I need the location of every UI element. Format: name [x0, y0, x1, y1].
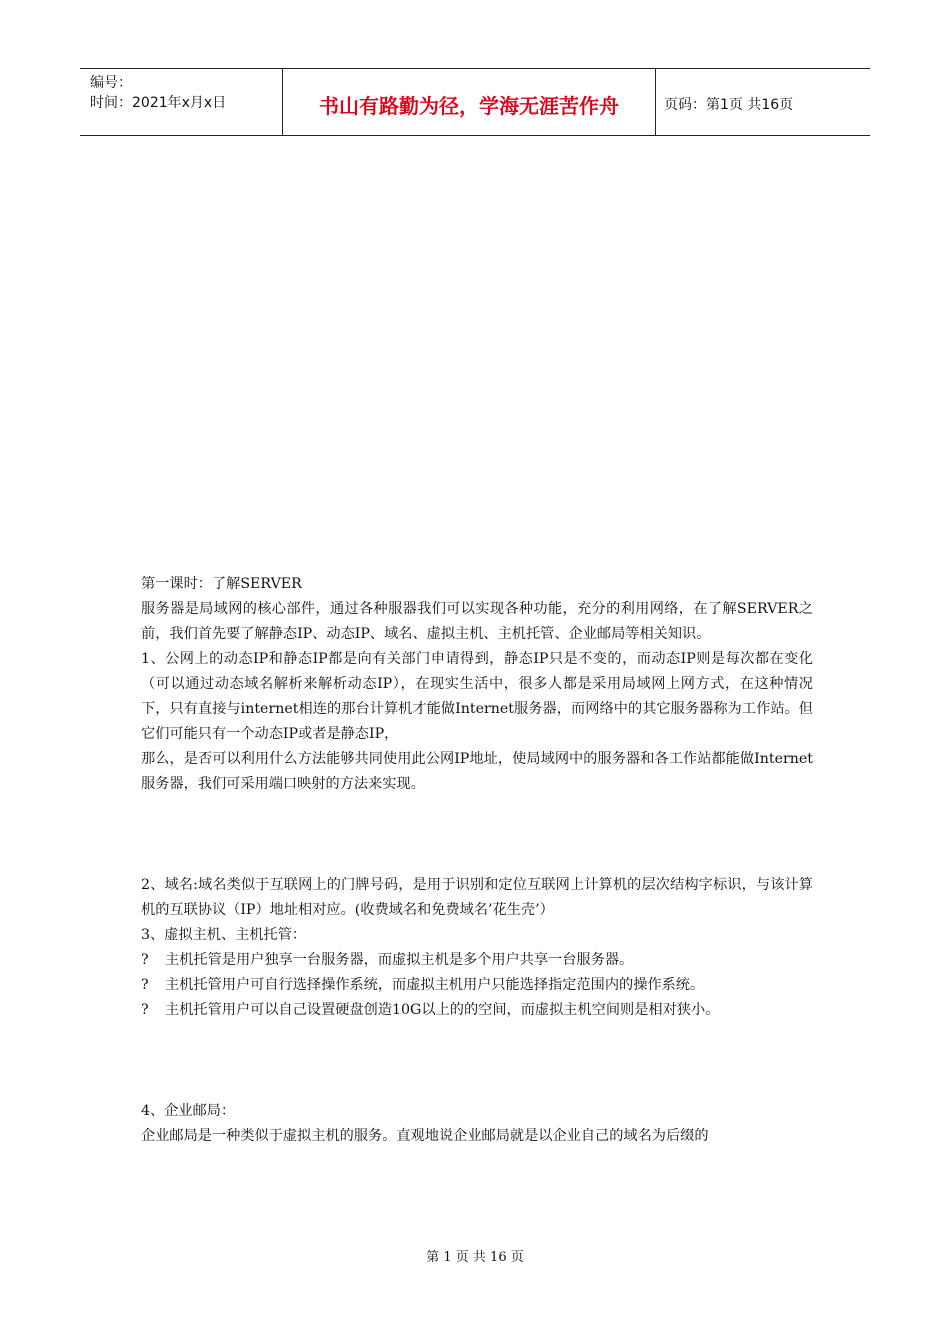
time-label: 时间：2021年x月x日	[90, 95, 227, 111]
list-item	[141, 948, 813, 973]
footer-page-number: 第 1 页 共 16 页	[426, 1250, 524, 1265]
bullet-text: 主机托管用户可以自己设置硬盘创造10G以上的的空间，而虚拟主机空间则是相对狭小。	[165, 1002, 720, 1018]
list-item	[141, 973, 813, 998]
section-1-continuation: 那么，是否可以利用什么方法能够共同使用此公网IP地址，使局域网中的服务器和各工作站都能做Internet服务器，我们可采用端口映射的方法来实现。	[141, 751, 813, 792]
section-3-title: 3、虚拟主机、主机托管：	[141, 927, 307, 943]
header-page-info: 页码：第1页 共16页	[664, 97, 794, 113]
bullet-mark: ?	[141, 952, 149, 968]
list-item	[141, 998, 813, 1023]
section-4-paragraph: 企业邮局是一种类似于虚拟主机的服务。直观地说企业邮局就是以企业自己的域名为后缀的	[141, 1128, 709, 1144]
bullet-mark: ?	[141, 977, 149, 993]
section-1-paragraph: 1、公网上的动态IP和静态IP都是向有关部门申请得到，静态IP只是不变的，而动态IP则是每次都在变化（可以通过动态域名解析来解析动态IP），在现实生活中，很多人都是采用局域网上网方式，在这种情况下，只有直接与internet相连的那台计算机才能做Internet服务器，而网络中的其它服务器称为工作站。但它们可能只有一个动态IP或者是静态IP，	[141, 651, 813, 742]
blank-space	[141, 797, 813, 873]
page-footer	[0, 1246, 950, 1265]
section-4-title: 4、企业邮局：	[141, 1103, 236, 1119]
document-body	[141, 572, 813, 1149]
bullet-text: 主机托管是用户独享一台服务器，而虚拟主机是多个用户共享一台服务器。	[165, 952, 634, 968]
intro-paragraph: 服务器是局域网的核心部件，通过各种服器我们可以实现各种功能，充分的利用网络，在了解SERVER之前，我们首先要了解静态IP、动态IP、域名、虚拟主机、主机托管、企业邮局等相关知识。	[141, 601, 813, 642]
bullet-text: 主机托管用户可自行选择操作系统，而虚拟主机用户只能选择指定范围内的操作系统。	[165, 977, 705, 993]
bullet-mark: ?	[141, 1002, 149, 1018]
section-2-paragraph: 2、域名:域名类似于互联网上的门牌号码，是用于识别和定位互联网上计算机的层次结构字标识，与该计算机的互联协议（IP）地址相对应。(收费域名和免费域名’花生壳’）	[141, 877, 813, 918]
document-header	[80, 68, 870, 136]
header-motto: 书山有路勤为径，学海无涯苦作舟	[282, 69, 656, 135]
header-meta	[80, 69, 282, 135]
lesson-title: 第一课时：了解SERVER	[141, 576, 302, 592]
blank-space	[141, 1023, 813, 1099]
number-label: 编号：	[90, 75, 132, 91]
